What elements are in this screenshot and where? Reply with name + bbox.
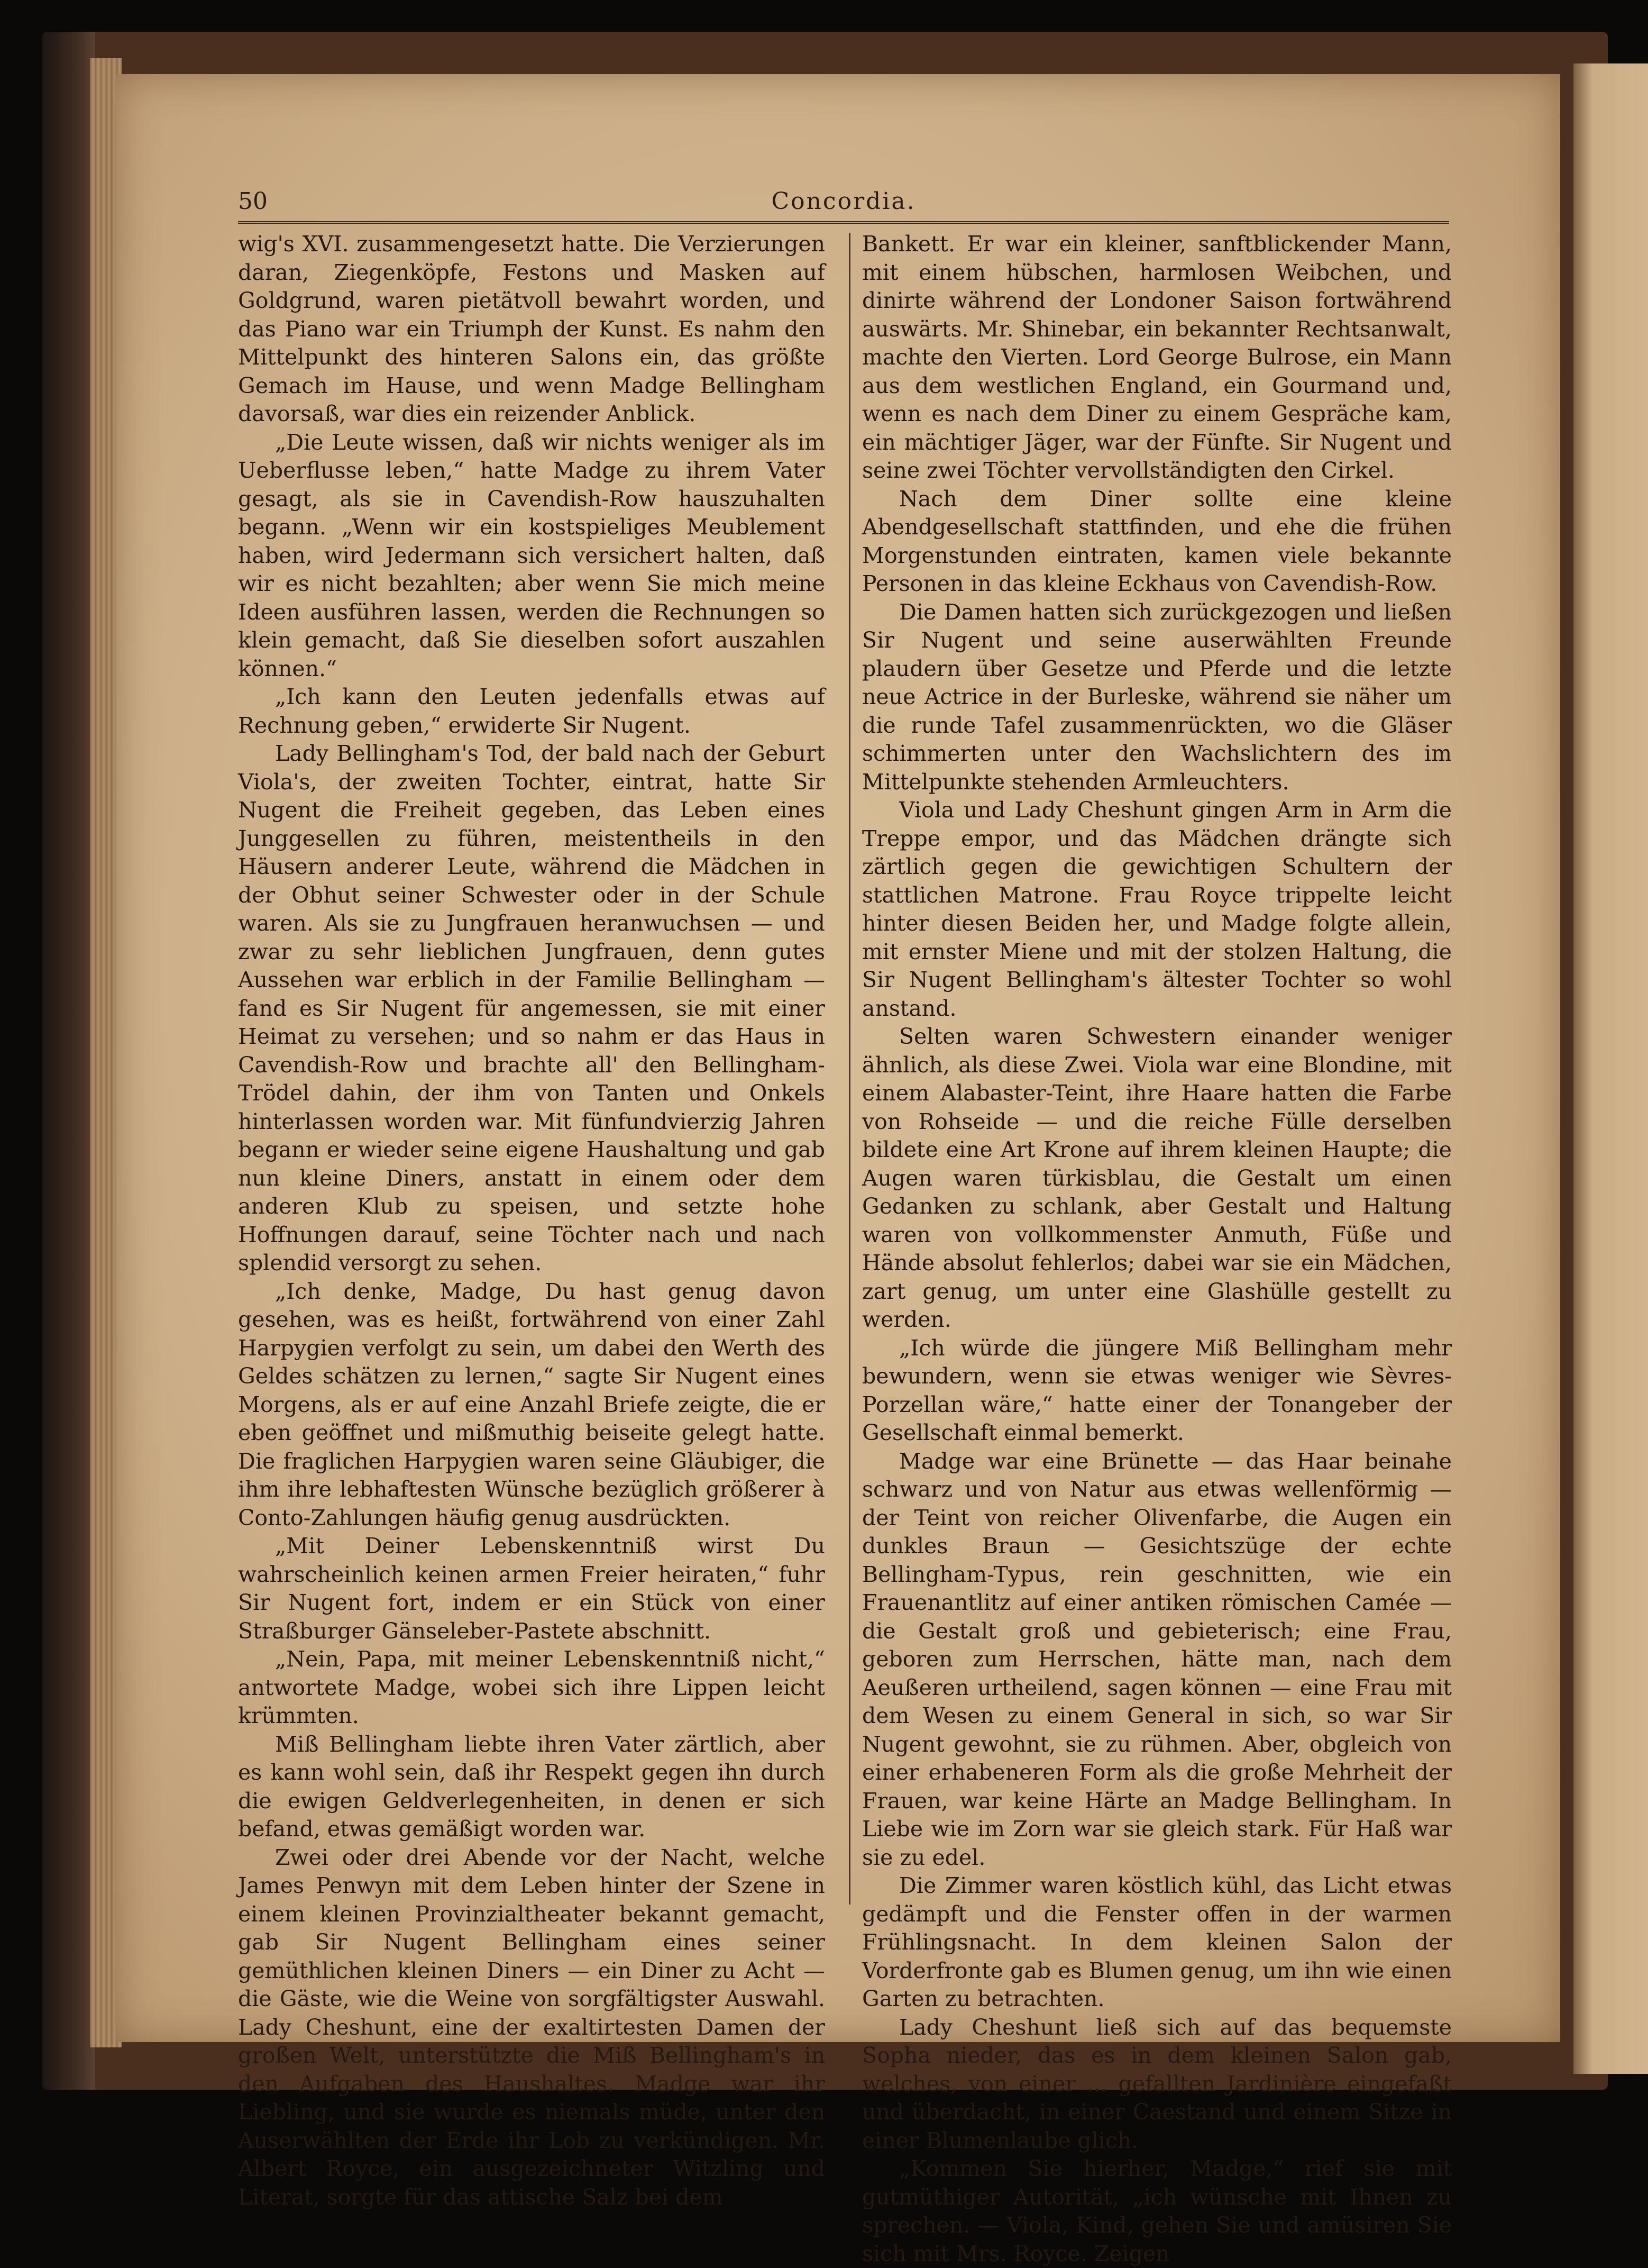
paragraph: „Ich würde die jüngere Miß Bellingham mehr bewundern, wenn sie etwas weniger wie Sèvres-Porzellan wäre,“ hatte einer der Tonangeber der Gesellschaft einmal bemerkt. <box>862 1335 1452 1445</box>
paragraph: „Mit Deiner Lebenskenntniß wirst Du wahrscheinlich keinen armen Freier heiraten,“ fuhr Sir Nugent fort, indem er ein Stück von einer Straßburger Gänseleber-Pastete abschnitt. <box>238 1533 825 1644</box>
left-column <box>238 230 825 2211</box>
paragraph: Nach dem Diner sollte eine kleine Abendgesellschaft stattfinden, und ehe die frühen Morgenstunden eintraten, kamen viele bekannte Personen in das kleine Eckhaus von Cavendish-Row. <box>862 486 1452 596</box>
paragraph: Selten waren Schwestern einander weniger ähnlich, als diese Zwei. Viola war eine Blondine, mit einem Alabaster-Teint, ihre Haare hatten die Farbe von Rohseide — und die reiche Fülle derselben bildete eine Art Krone auf ihrem kleinen Haupte; die Augen waren türkisblau, die Gestalt um einen Gedanken zu schlank, aber Gestalt und Haltung waren von vollkommenster Anmuth, Füße und Hände absolut fehlerlos; dabei war sie ein Mädchen, zart genug, um unter eine Glashülle gestellt zu werden. <box>862 1024 1452 1332</box>
paragraph: Lady Bellingham's Tod, der bald nach der Geburt Viola's, der zweiten Tochter, eintrat, hatte Sir Nugent die Freiheit gegeben, das Leben eines Junggesellen zu führen, meistentheils in den Häusern anderer Leute, während die Mädchen in der Obhut seiner Schwester oder in der Schule waren. Als sie zu Jungfrauen heranwuchsen — und zwar zu sehr lieblichen Jungfrauen, denn gutes Aussehen war erblich in der Familie Bellingham — fand es Sir Nugent für angemessen, sie mit einer Heimat zu versehen; und so nahm er das Haus in Cavendish-Row und brachte all' den Bellingham-Trödel dahin, der ihm von Tanten und Onkels hinterlassen worden war. Mit fünfundvierzig Jahren begann er wieder seine eigene Haushaltung und gab nun kleine Diners, anstatt in einem oder dem anderen Klub zu speisen, und setzte hohe Hoffnungen darauf, seine Töchter nach und nach splendid versorgt zu sehen. <box>238 741 825 1276</box>
page-header <box>238 188 1449 225</box>
paragraph: Viola und Lady Cheshunt gingen Arm in Arm die Treppe empor, und das Mädchen drängte sich zärtlich gegen die gewichtigen Schultern der stattlichen Matrone. Frau Royce trippelte leicht hinter diesen Beiden her, und Madge folgte allein, mit ernster Miene und mit der stolzen Haltung, die Sir Nugent Bellingham's ältester Tochter so wohl anstand. <box>862 797 1452 1021</box>
paragraph: Madge war eine Brünette — das Haar beinahe schwarz und von Natur aus etwas wellenförmig — der Teint von reicher Olivenfarbe, die Augen ein dunkles Braun — Gesichtszüge der echte Bellingham-Typus, rein geschnitten, wie ein Frauenantlitz auf einer antiken römischen Camée — die Gestalt groß und gebieterisch; eine Frau, geboren zum Herrschen, hätte man, nach dem Aeußeren urtheilend, sagen können — eine Frau mit dem Wesen zu einem General in sich, so war Sir Nugent gewohnt, sie zu rühmen. Aber, obgleich von einer erhabeneren Form als die große Mehrheit der Frauen, war keine Härte an Madge Bellingham. In Liebe wie im Zorn war sie gleich stark. Für Haß war sie zu edel. <box>862 1448 1452 1870</box>
page-number: 50 <box>238 188 268 215</box>
running-title: Concordia. <box>771 188 916 215</box>
right-column <box>862 230 1452 2268</box>
paragraph: Bankett. Er war ein kleiner, sanftblickender Mann, mit einem hübschen, harmlosen Weibchen, und dinirte während der Londoner Saison fortwährend auswärts. Mr. Shinebar, ein bekannter Rechtsanwalt, machte den Vierten. Lord George Bulrose, ein Mann aus dem westlichen England, ein Gourmand und, wenn es nach dem Diner zu einem Gespräche kam, ein mächtiger Jäger, war der Fünfte. Sir Nugent und seine zwei Töchter vervollständigten den Cirkel. <box>862 231 1452 483</box>
paragraph: Zwei oder drei Abende vor der Nacht, welche James Penwyn mit dem Leben hinter der Szene in einem kleinen Provinzialtheater bekannt gemacht, gab Sir Nugent Bellingham eines seiner gemüthlichen kleinen Diners — ein Diner zu Acht — die Gäste, wie die Weine von sorgfältigster Auswahl. Lady Cheshunt, eine der exaltirtesten Damen der großen Welt, unterstützte die Miß Bellingham's in den Aufgaben des Haushaltes. Madge war ihr Liebling, und sie wurde es niemals müde, unter den Auserwählten der Erde ihr Lob zu verkündigen. Mr. Albert Royce, ein ausgezeichneter Witzling und Literat, sorgte für das attische Salz bei dem <box>238 1844 825 2210</box>
facing-page-edge <box>1573 63 1648 2074</box>
paragraph: Lady Cheshunt ließ sich auf das bequemste Sopha nieder, das es in dem kleinen Salon gab, welches, von einer ... gefallten Jardinière eingefaßt und überdacht, in einer Caestand und einem Sitze in einer Blumenlaube glich. <box>862 2014 1452 2153</box>
header-rule <box>238 221 1449 224</box>
book-spine <box>42 32 95 2090</box>
paragraph: Die Damen hatten sich zurückgezogen und ließen Sir Nugent und seine auserwählten Freunde plaudern über Gesetze und Pferde und die letzte neue Actrice in der Burleske, während sie näher um die runde Tafel zusammenrückten, wo die Gläser schimmerten unter den Wachslichtern des im Mittelpunkte stehenden Armleuchters. <box>862 599 1452 795</box>
paragraph: „Ich kann den Leuten jedenfalls etwas auf Rechnung geben,“ erwiderte Sir Nugent. <box>238 684 825 738</box>
paragraph: „Kommen Sie hierher, Madge,“ rief sie mit gutmüthiger Autorität, „ich wünsche mit Ihnen zu sprechen. — Viola, Kind, gehen Sie und amüsiren Sie sich mit Mrs. Royce. Zeigen <box>862 2156 1452 2266</box>
paragraph: „Nein, Papa, mit meiner Lebenskenntniß nicht,“ antwortete Madge, wobei sich ihre Lippen leicht krümmten. <box>238 1646 825 1728</box>
paragraph: Die Zimmer waren köstlich kühl, das Licht etwas gedämpft und die Fenster offen in der warmen Frühlingsnacht. In dem kleinen Salon der Vorderfronte gab es Blumen genug, um ihn wie einen Garten zu betrachten. <box>862 1873 1452 2011</box>
paragraph: Miß Bellingham liebte ihren Vater zärtlich, aber es kann wohl sein, daß ihr Respekt gegen ihn durch die ewigen Geldverlegenheiten, in denen er sich befand, etwas gemäßigt worden war. <box>238 1731 825 1842</box>
paragraph: „Die Leute wissen, daß wir nichts weniger als im Ueberflusse leben,“ hatte Madge zu ihrem Vater gesagt, als sie in Cavendish-Row hauszuhalten begann. „Wenn wir ein kostspieliges Meublement haben, wird Jedermann sich versichert halten, daß wir es nicht bezahlten; aber wenn Sie mich meine Ideen ausführen lassen, werden die Rechnungen so klein gemacht, daß Sie dieselben sofort auszahlen können.“ <box>238 429 825 681</box>
paragraph: wig's XVI. zusammengesetzt hatte. Die Verzierungen daran, Ziegenköpfe, Festons und Masken auf Goldgrund, waren pietätvoll bewahrt worden, und das Piano war ein Triumph der Kunst. Es nahm den Mittelpunkt des hinteren Salons ein, das größte Gemach im Hause, und wenn Madge Bellingham davorsaß, war dies ein reizender Anblick. <box>238 231 825 426</box>
paragraph: „Ich denke, Madge, Du hast genug davon gesehen, was es heißt, fortwährend von einer Zahl Harpygien verfolgt zu sein, um dabei den Werth des Geldes schätzen zu lernen,“ sagte Sir Nugent eines Morgens, als er auf eine Anzahl Briefe zeigte, die er eben geöffnet und mißmuthig beiseite gelegt hatte. Die fraglichen Harpygien waren seine Gläubiger, die ihm ihre lebhaftesten Wünsche bezüglich größerer à Conto-Zahlungen häufig genug ausdrückten. <box>238 1278 825 1531</box>
column-divider <box>849 233 850 1905</box>
